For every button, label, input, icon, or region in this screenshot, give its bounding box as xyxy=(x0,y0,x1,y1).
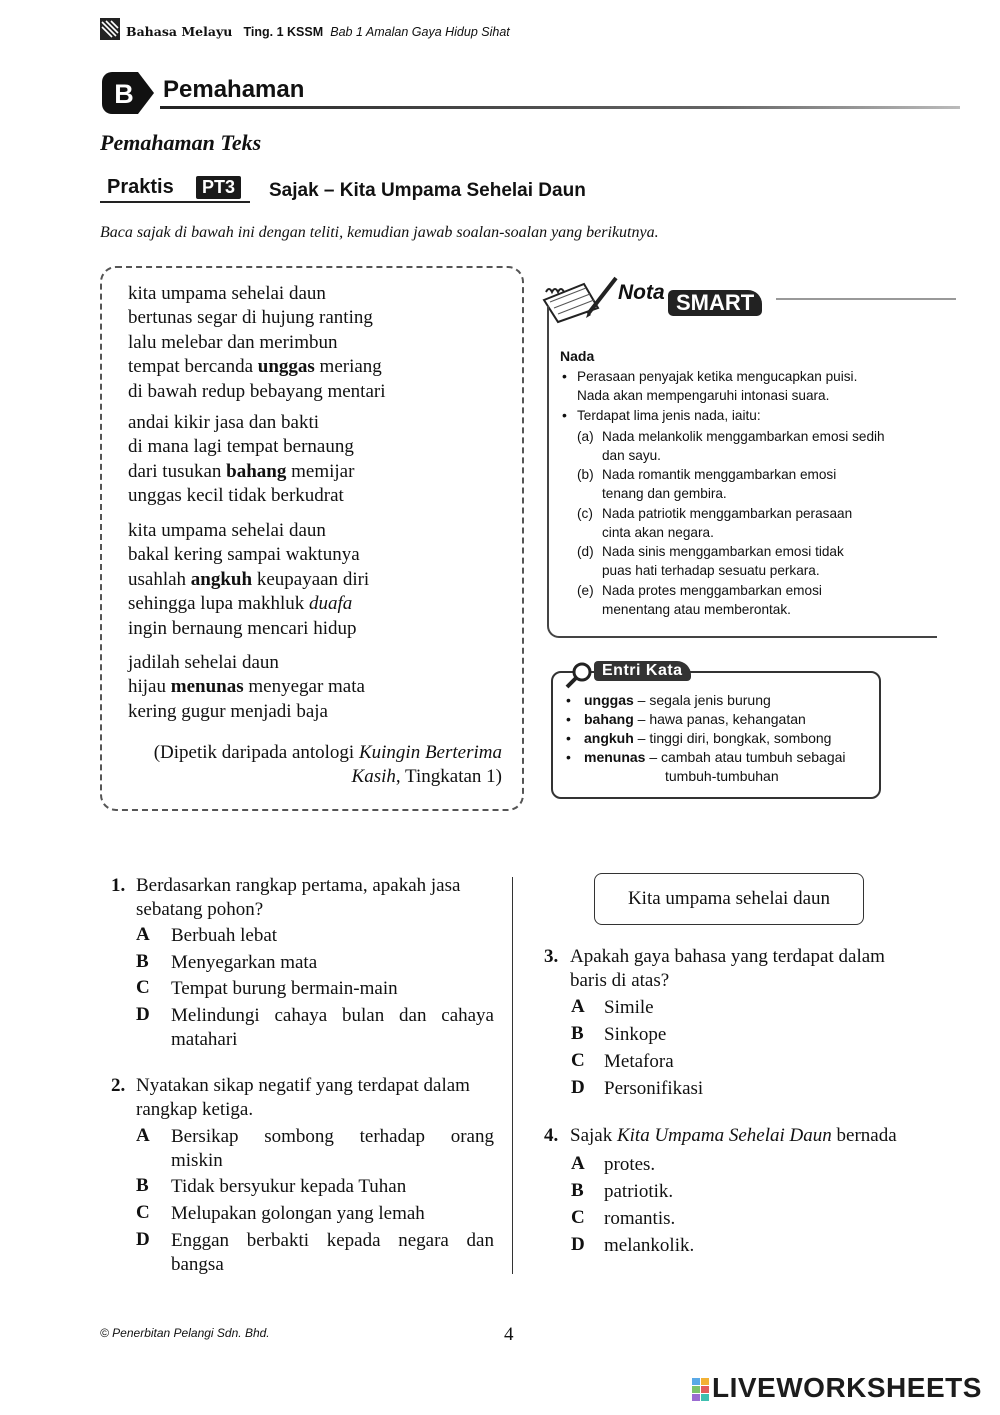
poem-source-line: (Dipetik daripada antologi Kuingin Berterima xyxy=(153,742,502,763)
question-line: sebatang pohon? xyxy=(136,899,264,920)
header-chapter: Bab 1 Amalan Gaya Hidup Sihat xyxy=(330,25,510,39)
nota-line: Perasaan penyajak ketika mengucapkan puisi. xyxy=(577,369,858,384)
entri-def-continued: tumbuh-tumbuhan xyxy=(665,768,779,784)
bullet: • xyxy=(562,368,567,384)
q2-option-a-cont[interactable]: miskin xyxy=(171,1150,223,1171)
poem-line: sehingga lupa makhluk duafa xyxy=(128,593,353,615)
nota-item-letter: (b) xyxy=(577,467,594,482)
poem-title-ref: Kita Umpama Sehelai Daun xyxy=(616,1125,832,1146)
q4-option-c[interactable]: romantis. xyxy=(604,1208,676,1229)
q2-option-d[interactable]: Enggan berbakti kepada negara dan xyxy=(171,1230,494,1251)
poem-stanza-3 xyxy=(128,519,369,641)
entri-word: unggas xyxy=(584,692,634,708)
footer-copyright: © Penerbitan Pelangi Sdn. Bhd. xyxy=(100,1326,270,1340)
entri-word: menunas xyxy=(584,749,646,765)
book-stripes-icon xyxy=(100,18,120,40)
magnifier-icon xyxy=(564,661,598,689)
entri-def: – cambah atau tumbuh sebagai xyxy=(649,749,846,765)
instruction-text: Baca sajak di bawah ini dengan teliti, kemudian jawab soalan-soalan yang berikutnya. xyxy=(100,224,659,241)
nota-item-letter: (a) xyxy=(577,429,594,444)
option-letter: C xyxy=(571,1207,585,1228)
bullet: • xyxy=(566,692,571,708)
option-letter: C xyxy=(136,977,150,998)
poem-line: di bawah redup bebayang mentari xyxy=(128,380,386,402)
q3-option-a[interactable]: Simile xyxy=(604,997,654,1018)
anthology-title: Kasih xyxy=(351,766,396,787)
subsection-title: Pemahaman Teks xyxy=(100,130,262,155)
entri-word: bahang xyxy=(584,711,634,727)
q4-option-d[interactable]: melankolik. xyxy=(604,1235,695,1256)
option-letter: C xyxy=(136,1202,150,1223)
poem-line: bakal kering sampai waktunya xyxy=(128,544,360,566)
question-1-text xyxy=(136,874,460,922)
option-letter: D xyxy=(136,1229,150,1250)
nota-line: cinta akan negara. xyxy=(602,525,714,540)
nota-line: Nada akan mempengaruhi intonasi suara. xyxy=(577,388,830,403)
nota-line: tenang dan gembira. xyxy=(602,486,727,501)
poem-line: kita umpama sehelai daun xyxy=(128,283,326,304)
poem-stanza-4 xyxy=(128,651,365,724)
nota-line: Nada sinis menggambarkan emosi tidak xyxy=(602,544,844,559)
poem-source xyxy=(128,741,502,789)
poem-line: unggas kecil tidak berkudrat xyxy=(128,485,344,507)
entri-def: – tinggi diri, bongkak, sombong xyxy=(637,730,832,746)
smart-label: SMART xyxy=(668,290,762,316)
nota-rule xyxy=(776,298,956,300)
bullet: • xyxy=(562,407,567,423)
question-line: Berdasarkan rangkap pertama, apakah jasa xyxy=(136,875,461,896)
option-letter: D xyxy=(136,1004,150,1025)
entri-def: – hawa panas, kehangatan xyxy=(637,711,806,727)
question-line: baris di atas? xyxy=(570,970,670,991)
vocab-word: menunas xyxy=(170,676,244,698)
q1-option-a[interactable]: Berbuah lebat xyxy=(171,925,278,946)
nota-line: dan sayu. xyxy=(602,448,661,463)
question-line: rangkap ketiga. xyxy=(136,1099,254,1120)
option-letter: A xyxy=(571,996,585,1017)
nota-line: Nada romantik menggambarkan emosi xyxy=(602,467,837,482)
option-letter: A xyxy=(136,1125,150,1146)
option-letter: D xyxy=(571,1077,585,1098)
entri-kata-label: Entri Kata xyxy=(594,661,691,681)
section-title: Pemahaman xyxy=(163,76,305,103)
option-letter: A xyxy=(571,1153,585,1174)
q2-option-a[interactable]: Bersikap sombong terhadap orang xyxy=(171,1126,494,1147)
q4-option-b[interactable]: patriotik. xyxy=(604,1181,674,1202)
poem-line: lalu melebar dan merimbun xyxy=(128,331,338,353)
poem-stanza-2 xyxy=(128,411,354,509)
q2-option-c[interactable]: Melupakan golongan yang lemah xyxy=(171,1203,425,1224)
header-level: Ting. 1 KSSM xyxy=(243,25,324,39)
nota-line: Nada melankolik menggambarkan emosi sedih xyxy=(602,429,885,444)
option-letter: B xyxy=(571,1023,584,1044)
poem-line: ingin bernaung mencari hidup xyxy=(128,617,357,639)
poem-line: bertunas segar di hujung ranting xyxy=(128,307,373,329)
q3-option-b[interactable]: Sinkope xyxy=(604,1024,667,1045)
nota-item-letter: (e) xyxy=(577,583,594,598)
nota-label: Nota xyxy=(618,281,665,304)
column-divider xyxy=(512,877,513,1274)
nota-line: Nada protes menggambarkan emosi xyxy=(602,583,822,598)
question-number: 4. xyxy=(544,1125,559,1146)
section-badge-letter: B xyxy=(114,79,134,109)
option-letter: B xyxy=(571,1180,584,1201)
section-rule xyxy=(160,106,960,109)
praktis-label: Praktis xyxy=(107,176,174,198)
nota-heading: Nada xyxy=(560,348,595,364)
q2-option-b[interactable]: Tidak bersyukur kepada Tuhan xyxy=(171,1176,407,1197)
section-badge xyxy=(102,72,154,114)
option-letter: C xyxy=(571,1050,585,1071)
anthology-title: Kuingin Berterima xyxy=(358,742,502,763)
vocab-word: angkuh xyxy=(190,568,253,590)
poem-line: usahlah angkuh keupayaan diri xyxy=(128,568,370,590)
bullet: • xyxy=(566,749,571,765)
option-letter: D xyxy=(571,1234,585,1255)
q3-option-d[interactable]: Personifikasi xyxy=(604,1078,704,1099)
poem-line: andai kikir jasa dan bakti xyxy=(128,412,320,433)
question-line: Nyatakan sikap negatif yang terdapat dalam xyxy=(136,1075,470,1096)
question-number: 1. xyxy=(111,875,126,896)
question-2-text xyxy=(136,1074,470,1122)
entri-item xyxy=(584,711,806,727)
poem-title: Sajak – Kita Umpama Sehelai Daun xyxy=(269,180,586,201)
question-number: 2. xyxy=(111,1075,126,1096)
liveworksheets-brand[interactable]: LIVEWORKSHEETS xyxy=(712,1372,982,1403)
quoted-line-box: Kita umpama sehelai daun xyxy=(594,873,864,925)
vocab-word: bahang xyxy=(226,460,287,482)
entri-item xyxy=(584,692,771,708)
nota-item-letter: (d) xyxy=(577,544,594,559)
q1-option-b[interactable]: Menyegarkan mata xyxy=(171,952,318,973)
nota-item-letter: (c) xyxy=(577,506,593,521)
poem-stanza-1 xyxy=(128,282,385,404)
question-text: Sajak xyxy=(570,1125,613,1146)
italic-word: duafa xyxy=(309,593,353,615)
praktis-underline xyxy=(100,201,250,203)
q1-option-d-cont[interactable]: matahari xyxy=(171,1029,238,1050)
question-3-text xyxy=(570,945,885,993)
q1-option-d[interactable]: Melindungi cahaya bulan dan cahaya xyxy=(171,1005,494,1026)
nota-line: menentang atau memberontak. xyxy=(602,602,791,617)
poem-line: dari tusukan bahang memijar xyxy=(128,460,355,482)
entri-item xyxy=(584,749,846,765)
poem-line: kita umpama sehelai daun xyxy=(128,520,326,541)
q3-option-c[interactable]: Metafora xyxy=(604,1051,674,1072)
vocab-word: unggas xyxy=(257,356,315,378)
liveworksheets-logo-icon xyxy=(692,1378,710,1402)
poem-line: jadilah sehelai daun xyxy=(128,652,279,673)
poem-source-line: Kasih, Tingkatan 1) xyxy=(351,766,502,787)
entri-def: – segala jenis burung xyxy=(637,692,771,708)
bullet: • xyxy=(566,711,571,727)
poem-line: kering gugur menjadi baja xyxy=(128,700,328,722)
option-letter: B xyxy=(136,951,149,972)
option-letter: B xyxy=(136,1175,149,1196)
entri-word: angkuh xyxy=(584,730,634,746)
poem-line: hijau menunas menyegar mata xyxy=(128,676,365,698)
entri-item xyxy=(584,730,831,746)
question-number: 3. xyxy=(544,946,559,967)
page-header xyxy=(126,24,510,40)
question-text: bernada xyxy=(836,1125,897,1146)
nota-line: Nada patriotik menggambarkan perasaan xyxy=(602,506,853,521)
question-line: Apakah gaya bahasa yang terdapat dalam xyxy=(570,946,885,967)
q4-option-a[interactable]: protes. xyxy=(604,1154,656,1175)
q1-option-c[interactable]: Tempat burung bermain-main xyxy=(171,978,398,999)
nota-line: Terdapat lima jenis nada, iaitu: xyxy=(577,408,761,423)
page-number: 4 xyxy=(504,1324,514,1345)
poem-line: tempat bercanda unggas meriang xyxy=(128,356,382,378)
pt3-badge: PT3 xyxy=(196,176,241,199)
question-4-text xyxy=(570,1124,897,1148)
header-subject: Bahasa Melayu xyxy=(126,24,233,39)
poem-line: di mana lagi tempat bernaung xyxy=(128,436,354,458)
bullet: • xyxy=(566,730,571,746)
option-letter: A xyxy=(136,924,150,945)
q2-option-d-cont[interactable]: bangsa xyxy=(171,1254,224,1275)
nota-line: puas hati terhadap sesuatu perkara. xyxy=(602,563,820,578)
